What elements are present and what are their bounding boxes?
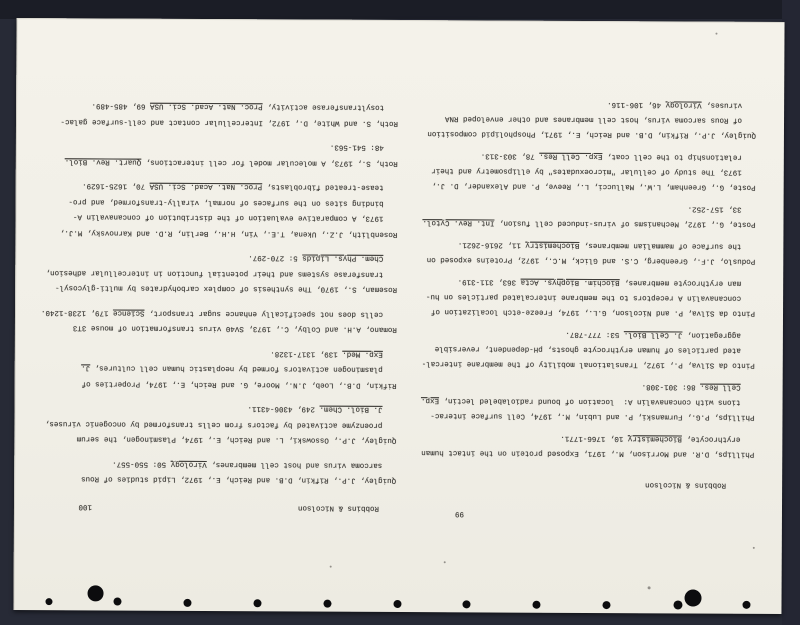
running-head: Robbins & Nicolson bbox=[297, 503, 380, 512]
reference-line: relationship to the cell coat, Exp. Cell Res. 78, 303-313. bbox=[480, 151, 742, 161]
reference-line: 1973, The study of cellular "microexudates" by ellipsometry and their bbox=[431, 166, 742, 176]
dust-speck bbox=[715, 33, 717, 35]
reference-line: Quigley, J.P., Rifkin, D.B. and Reich, E., 1972, Lipid studies of Rous bbox=[81, 474, 397, 485]
reference-line: 1973, A comparative evaluation of the distribution of concanavalin A- bbox=[72, 212, 384, 223]
reference-entry bbox=[404, 95, 756, 142]
rotated-spread-content bbox=[13, 18, 784, 614]
reference-line: Chem. Phys. Lipids 5: 270-297. bbox=[248, 253, 384, 263]
reference-line: Rosenblith, J.Z., Ukena, T.E., Yin, H.H., Berlin, R.D. and Karnovsky, M.J., bbox=[59, 228, 398, 238]
film-right-band bbox=[782, 0, 800, 625]
reference-line: Roseman, S., 1970, The synthesis of complex carbohydrates by multi-glycosyl- bbox=[55, 283, 398, 294]
reference-entry bbox=[403, 273, 755, 320]
page-100-column bbox=[37, 88, 398, 612]
punch-dot bbox=[45, 598, 52, 605]
reference-entry bbox=[39, 344, 397, 392]
reference-entry bbox=[403, 199, 755, 231]
reference-line: tions with concanavalin A: location of bound radiolabeled lectin, Exp. bbox=[420, 396, 741, 406]
reference-entry bbox=[402, 429, 754, 461]
page-number: 100 bbox=[78, 502, 93, 511]
reference-line: cells does not specifically enhance sugar transport, Science 179, 1238-1240. bbox=[40, 308, 384, 318]
reference-line: erythrocyte, Biochemistry 10, 1766-1771. bbox=[560, 433, 741, 443]
punch-dot bbox=[532, 601, 540, 609]
punch-dot bbox=[684, 589, 701, 606]
running-head: Robbins & Nicolson bbox=[645, 480, 727, 489]
punch-dot bbox=[88, 585, 104, 601]
punch-dot bbox=[323, 600, 331, 608]
reference-list bbox=[402, 95, 756, 461]
reference-list bbox=[38, 97, 398, 487]
reference-line: Rifkin, D.B., Loeb, J.N., Moore, G. and Reich, E., 1974, Properties of bbox=[81, 379, 397, 389]
reference-line: of Rous sarcoma virus, host cell membranes and other enveloped RNA bbox=[444, 114, 743, 124]
reference-line: 33, 157-252. bbox=[687, 204, 742, 213]
punch-dot bbox=[183, 599, 191, 607]
punch-dot bbox=[462, 600, 470, 608]
punch-dot bbox=[393, 600, 401, 608]
reference-line: Poste, G., 1972, Mechanisms of virus-induced cell fusion, Int. Rev. Cytol. bbox=[422, 218, 756, 228]
reference-entry bbox=[40, 137, 398, 170]
reference-line: plasminogen activators formed by neoplastic human cell cultures, J. bbox=[81, 363, 383, 374]
dust-speck bbox=[647, 586, 650, 589]
reference-line: man erythrocyte membranes, Biochim. Biophys. Acta 363, 311-319. bbox=[457, 277, 742, 287]
reference-entry bbox=[403, 236, 755, 268]
running-head-line bbox=[38, 498, 396, 515]
reference-line: tease-treated fibroblasts, Proc. Nat. Acad. Sci. USA 70, 1625-1629. bbox=[82, 181, 384, 192]
reference-entry bbox=[39, 248, 397, 296]
reference-line: Poduslo, J.F., Greenberg, C.S. and Glick, M.C., 1972, Proteins exposed on bbox=[426, 255, 756, 265]
reference-entry bbox=[39, 304, 397, 337]
reference-line: Romano, A.H. and Colby, C., 1973, SV40 virus transformation of mouse 3T3 bbox=[72, 323, 397, 334]
page-99-column bbox=[401, 88, 756, 614]
page-number: 99 bbox=[454, 509, 464, 518]
reference-line: Phillips, D.R. and Morrison, M., 1971, Exposed protein on the intact human bbox=[421, 448, 755, 458]
dust-speck bbox=[753, 547, 755, 549]
punch-dot bbox=[673, 600, 682, 609]
scanned-page-spread bbox=[13, 18, 784, 614]
reference-line: Pinto da Silva, P., 1972, Translational mobility of the membrane intercal- bbox=[421, 359, 755, 369]
reference-line: Exp. Med. 139, 1317-1328. bbox=[270, 349, 383, 358]
reference-entry bbox=[403, 325, 755, 372]
reference-line: concanavalin A receptors to the membrane intercalated particles on hu- bbox=[426, 292, 742, 302]
reference-entry bbox=[404, 147, 756, 194]
reference-entry bbox=[38, 455, 396, 488]
reference-line: transferase systems and their potential function in intercellular adhesion, bbox=[45, 268, 384, 278]
punch-dot bbox=[253, 599, 261, 607]
reference-line: binding sites on the surfaces of normal, virally-transformed, and pro- bbox=[68, 197, 384, 207]
reference-line: sarcoma virus and host cell membranes, Virology 50: 550-557. bbox=[112, 459, 383, 469]
page-number-line bbox=[402, 505, 754, 522]
reference-line: Roth, S., 1973, A molecular model for cell interactions, Quart. Rev. Biol. bbox=[64, 157, 398, 167]
film-top-band bbox=[0, 0, 800, 19]
running-head-line bbox=[402, 475, 754, 492]
reference-line: 48: 541-563. bbox=[329, 143, 384, 152]
punch-dot bbox=[602, 601, 610, 609]
reference-entry bbox=[39, 177, 397, 241]
reference-line: proenzyme activated by factors from cells transformed by oncogenic viruses, bbox=[44, 419, 383, 429]
reference-line: viruses, Virology 46, 106-116. bbox=[607, 100, 743, 109]
reference-line: Quigley, J.P., Rifkin, D.B. and Reich, E., 1971, Phospholipid composition bbox=[427, 129, 756, 139]
reference-line: the surface of mammalian membranes, Biochemistry 11, 2616-2621. bbox=[457, 240, 742, 250]
reference-entry bbox=[402, 377, 754, 424]
reference-line: J. Biol. Chem. 249, 4306-4311. bbox=[247, 404, 383, 414]
reference-line: aggregation, J. Cell Biol. 53: 777-787. bbox=[565, 329, 741, 339]
reference-line: Poste, G., Greenham, L.W., Mallucci, L., Reeve, P. and Alexander, D. J., bbox=[431, 181, 756, 191]
punch-dot bbox=[113, 598, 121, 606]
reference-line: ated particles of human erythrocyte ghosts, pH-dependent, reversible bbox=[434, 344, 741, 354]
reference-entry bbox=[38, 399, 396, 447]
reference-line: Quigley, J.P., Ossowski, L. and Reich, E., 1974, Plasminogen, the serum bbox=[76, 434, 397, 445]
reference-line: tosyltransferase activity, Proc. Nat. Acad. Sci. USA 69, 485-489. bbox=[91, 101, 385, 112]
reference-line: Pinto da Silva, P. and Nicolson, G.L., 1974, Freeze-etch localization of bbox=[430, 307, 756, 317]
reference-line: Phillips, P.G., Furmanski, P. and Lubin, M., 1974, Cell surface interac- bbox=[430, 411, 755, 421]
punch-dot bbox=[742, 601, 750, 609]
dust-speck bbox=[444, 561, 446, 563]
reference-line: Cell Res. 86: 301-308. bbox=[641, 382, 741, 391]
reference-line: Roth, S. and White, D., 1972, Intercellular contact and cell-surface galac- bbox=[60, 117, 399, 127]
reference-entry bbox=[40, 97, 398, 130]
